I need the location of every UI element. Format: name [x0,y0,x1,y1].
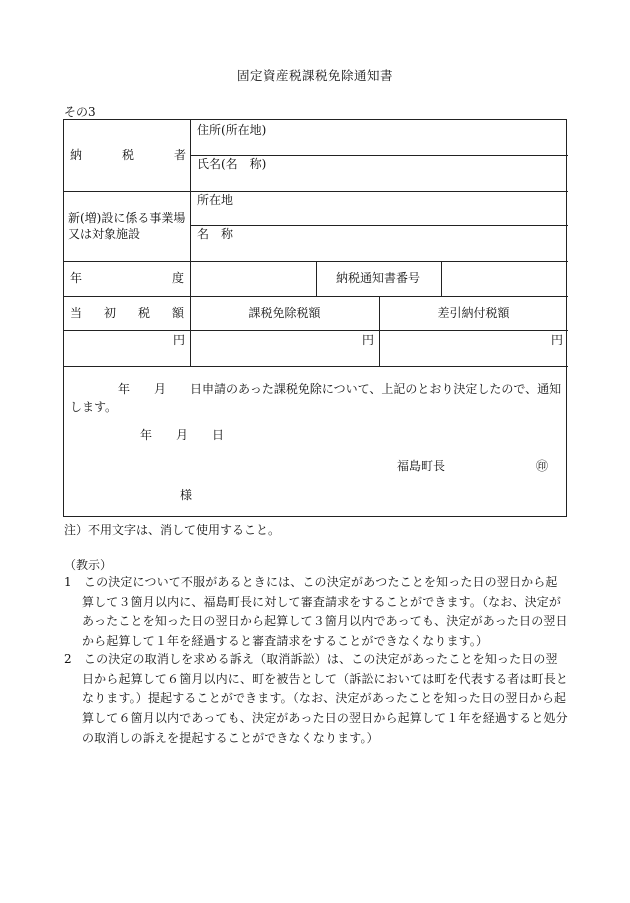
initial-tax-label-text: 当 初 税 額 [70,306,184,320]
row-divider [64,330,568,331]
taxpayer-label-text: 納 税 者 [70,148,186,162]
notice-form-table [63,119,567,517]
instructions-heading: （教示） [64,558,113,572]
decision-date: 年 月 日 [140,428,225,442]
facility-label-line1: 新(増)設に係る事業場 [68,211,186,225]
col-divider [441,261,442,296]
col-divider [190,120,191,366]
usage-note: 注）不用文字は、消して使用すること。 [64,523,281,537]
issuer-name: 福島町長 [397,459,446,473]
row-divider [64,296,568,297]
instruction-item-2: 2 この決定の取消しを求める訴え（取消訴訟）は、この決定があったことを知った日の翌日から起算して６箇月以内に、町を被告として（訴訟においては町を代表する者は町長となります。）提起することができます。（なお、決定があったことを知った日の翌日から起算して６箇月以内であっても、決定があった日の翌日から起算して１年を経過すると処分の取消しの訴えを提起することができなくなります。） [64,652,569,745]
notice-number-label: 納税通知書番号 [336,271,421,285]
exempt-tax-label: 課税免除税額 [248,306,321,320]
decision-line2: します。 [70,400,118,414]
page-title: 固定資産税課税免除通知書 [236,68,393,83]
addressee-suffix: 様 [180,488,193,502]
unit-yen: 円 [550,333,563,347]
facility-label-line2: 又は対象施設 [68,227,141,241]
location-label: 所在地 [197,193,234,207]
row-divider [190,225,568,226]
seal-mark: ㊞ [536,459,549,473]
row-divider [64,191,568,192]
year-label [70,271,184,285]
taxpayer-label [70,148,186,162]
form-number: その3 [64,105,96,119]
name-label: 氏名(名 称) [197,157,267,171]
unit-yen: 円 [361,333,374,347]
col-divider [316,261,317,296]
decision-line1: 年 月 日申請のあった課税免除について、上記のとおり決定したので、通知 [118,382,562,396]
row-divider [64,366,568,367]
facility-name-label: 名 称 [197,227,234,241]
row-divider [190,155,568,156]
instruction-item-1: 1 この決定について不服があるときには、この決定があつたことを知った日の翌日から起算して３箇月以内に、福島町長に対して審査請求をすることができます。（なお、決定があったことを知った日の翌日から起算して３箇月以内であっても、決定があった日の翌日から起算して１年を経過すると審査請求をすることができなくなります。） [64,575,568,649]
unit-yen: 円 [172,333,185,347]
address-label: 住所(所在地) [197,123,267,137]
net-tax-label: 差引納付税額 [437,306,510,320]
year-label-text: 年 度 [70,271,184,285]
initial-tax-label [70,306,184,320]
